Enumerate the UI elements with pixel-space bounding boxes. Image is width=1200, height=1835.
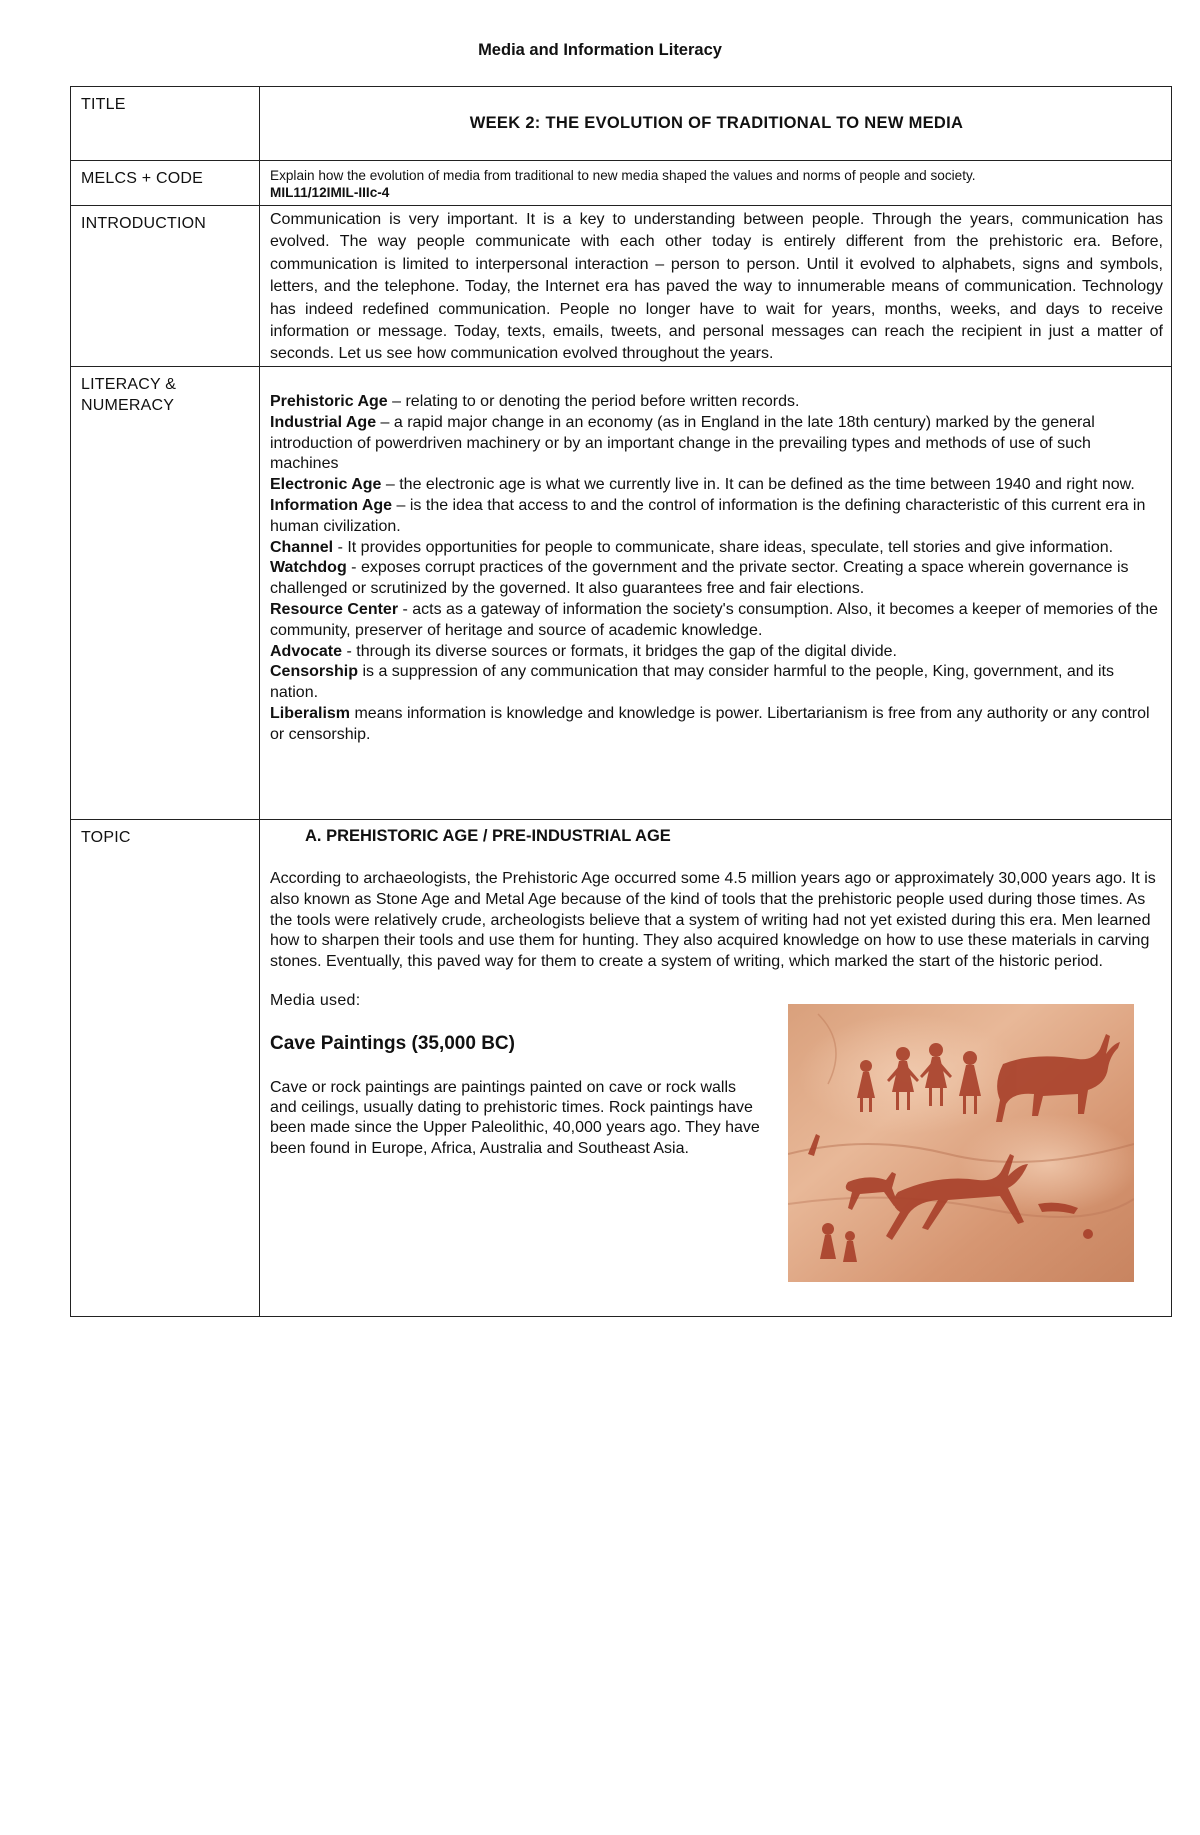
glossary-term: Advocate (270, 642, 343, 660)
glossary-definition: – relating to or denoting the period before written records. (387, 393, 800, 410)
melcs-description: Explain how the evolution of media from traditional to new media shaped the values and norms of people and society. (270, 168, 976, 183)
glossary-item (270, 496, 1163, 538)
introduction-label: INTRODUCTION (71, 206, 260, 367)
glossary-term: Watchdog (270, 559, 347, 577)
glossary-term: Censorship (270, 663, 359, 681)
glossary-definition: – a rapid major change in an economy (as in England in the late 18th century) marked by the general introduction of powerdriven machinery or by an important change in the prevailing types and methods of use of such machines (270, 413, 1095, 473)
glossary-item (270, 413, 1163, 475)
topic-row (71, 820, 1172, 1317)
literacy-cell (260, 367, 1172, 820)
glossary-definition: - exposes corrupt practices of the government and the private sector. Creating a space wherein governance is challenged or scrutinized by the governed. It also guarantees free and fair elections. (270, 559, 1129, 598)
title-row (71, 87, 1172, 161)
glossary-item (270, 558, 1163, 600)
glossary-definition: – the electronic age is what we currently live in. It can be defined as the time between 1940 and right now. (381, 476, 1135, 494)
topic-paragraph: According to archaeologists, the Prehistoric Age occurred some 4.5 million years ago or approximately 30,000 years ago. It is also known as Stone Age and Metal Age because of the kind of tools that the prehistoric people used during those times. As the tools were relatively crude, archeologists believe that a system of writing had not yet existed during this era. Men learned how to sharpen their tools and use them for hunting. They also acquired knowledge on how to use these materials in carving stones. Eventually, this paved way for them to create a system of writing, which marked the start of the historic period. (270, 870, 1156, 971)
glossary-definition: means information is knowledge and knowledge is power. Libertarianism is free from any authority or any control or censorship. (270, 704, 1150, 743)
cave-painting-image (788, 1004, 1134, 1282)
glossary-term: Prehistoric Age (270, 393, 388, 410)
introduction-row (71, 206, 1172, 367)
page-header: Media and Information Literacy (478, 41, 722, 59)
lesson-title: WEEK 2: THE EVOLUTION OF TRADITIONAL TO NEW MEDIA (469, 114, 964, 132)
glossary-definition: is a suppression of any communication that may consider harmful to the people, King, government, and its nation. (270, 663, 1114, 702)
cave-paintings-description: Cave or rock paintings are paintings painted on cave or rock walls and ceilings, usually dating to prehistoric times. Rock paintings have been made since the Upper Paleolithic, 40,000 years ago. They have been found in Europe, Africa, Australia and Southeast Asia. (270, 1078, 760, 1157)
glossary-term: Liberalism (270, 704, 351, 722)
melcs-label: MELCS + CODE (71, 161, 260, 206)
glossary-definition: – is the idea that access to and the control of information is the defining characteristic of this current era in human civilization. (270, 496, 1146, 535)
glossary-term: Resource Center (270, 600, 399, 618)
glossary-definition: - It provides opportunities for people to communicate, share ideas, speculate, tell stories and give information. (333, 538, 1114, 556)
media-used-label: Media used: (270, 991, 361, 1009)
glossary-term: Industrial Age (270, 413, 377, 431)
literacy-row (71, 367, 1172, 820)
topic-label: TOPIC (71, 820, 260, 1317)
topic-heading: A. PREHISTORIC AGE / PRE-INDUSTRIAL AGE (305, 827, 671, 845)
glossary-term: Channel (270, 538, 334, 556)
glossary-list (270, 392, 1163, 746)
glossary-term: Electronic Age (270, 476, 382, 494)
introduction-text: Communication is very important. It is a key to understanding between people. Through the years, communication has evolved. The way people communicate with each other today is entirely different from the prehistoric era. Before, communication is limited to interpersonal interaction – person to person. Until it evolved to alphabets, signs and symbols, letters, and the telephone. Today, the Internet era has paved the way to innumerable means of communication. Technology has indeed redefined communication. People no longer have to wait for years, months, weeks, and days to receive information or message. Today, texts, emails, tweets, and personal messages can reach the recipient in just a matter of seconds. Let us see how communication evolved throughout the years. (270, 211, 1163, 363)
melcs-row (71, 161, 1172, 206)
title-label: TITLE (71, 87, 260, 161)
cave-paintings-heading: Cave Paintings (35,000 BC) (270, 1032, 515, 1054)
glossary-definition: - acts as a gateway of information the society's consumption. Also, it becomes a keeper of memories of the community, preserver of heritage and source of academic knowledge. (270, 600, 1158, 639)
glossary-definition: - through its diverse sources or formats, it bridges the gap of the digital divide. (342, 642, 897, 660)
introduction-cell (260, 206, 1172, 367)
glossary-item (270, 662, 1163, 704)
glossary-item (270, 704, 1163, 746)
glossary-item (270, 538, 1163, 559)
glossary-item (270, 392, 1163, 413)
glossary-term: Information Age (270, 496, 393, 514)
topic-cell (260, 820, 1172, 1317)
lesson-table (70, 86, 1172, 1317)
glossary-item (270, 642, 1163, 663)
glossary-item (270, 475, 1163, 496)
title-cell (260, 87, 1172, 161)
glossary-item (270, 600, 1163, 642)
melcs-code: MIL11/12IMIL-IIIc-4 (270, 185, 390, 200)
literacy-label: LITERACY & NUMERACY (71, 367, 260, 820)
melcs-cell (260, 161, 1172, 206)
